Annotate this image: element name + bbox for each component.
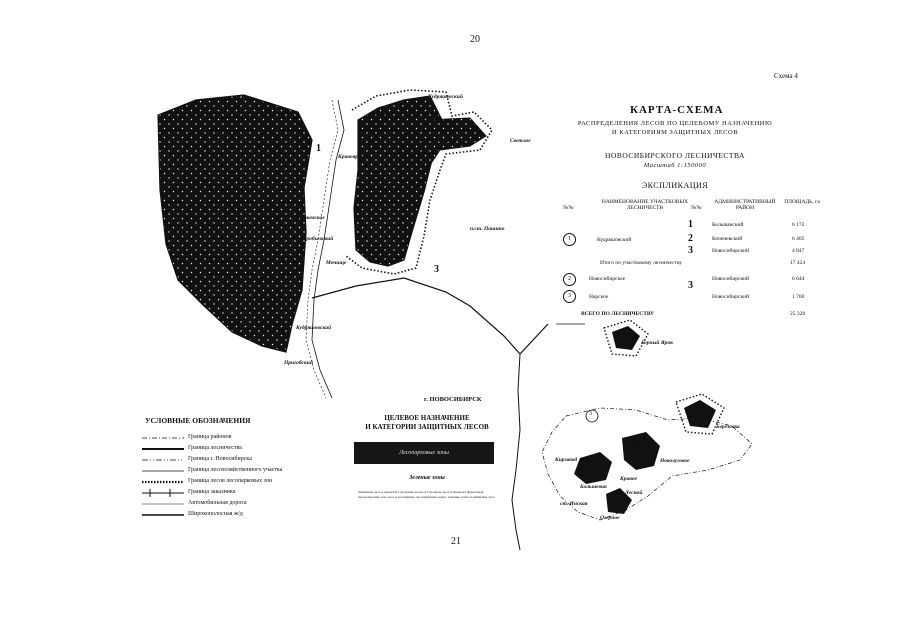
- legend-title: УСЛОВНЫЕ ОБОЗНАЧЕНИЯ: [145, 416, 251, 425]
- total-area: 25 328: [790, 311, 806, 317]
- place-ovsyanka: Озерное: [600, 515, 620, 521]
- place-kirzavod: Кирзавод: [555, 457, 578, 463]
- place-bolshevik: Большевик: [580, 484, 607, 490]
- forest-patch-3: [684, 400, 716, 428]
- col-header-name: НАИМЕНОВАНИЕ УЧАСТКОВЫХ ЛЕСНИЧЕСТВ: [601, 199, 689, 211]
- place-gorny: Горный Ярок: [641, 340, 673, 346]
- place-krivoe: Кривоe: [620, 476, 638, 482]
- place-mochishche: Мочище: [326, 260, 347, 266]
- forest-patch-1: [574, 452, 612, 484]
- road-main: [312, 278, 548, 354]
- purpose-green-label: Зеленые зоны: [409, 475, 445, 481]
- col-header-area: ПЛОЩАДЬ, га: [784, 199, 820, 205]
- place-kubovaya: Кубовая: [370, 112, 390, 118]
- map-subtitle-1: РАСПРЕДЕЛЕНИЯ ЛЕСОВ ПО ЦЕЛЕВОМУ НАЗНАЧЕНИЮ: [577, 120, 773, 127]
- legend-item-5: Граница лесов лесопарковых зон: [188, 478, 273, 484]
- row2-area: 6 405: [792, 236, 805, 242]
- region-number-1: 1: [316, 143, 321, 154]
- legend-item-4: Граница лесохозяйственного участка: [188, 467, 283, 473]
- col-header-no: №№: [563, 205, 574, 211]
- place-berezovka: Березовка: [716, 424, 740, 430]
- place-lesnoy: Лесной: [625, 490, 643, 496]
- row2-district: Коченевский: [712, 236, 743, 242]
- scale-label: Масштаб 1:150000: [643, 162, 707, 169]
- place-kudryashovsky: Кудряшовский: [296, 325, 332, 331]
- place-pashino: п.ст. Пашино: [470, 226, 505, 232]
- purpose-note: Защитные леса в пределах городских лесов, в том числе леса в пределах форестных экологических зон, леса в лесопарках, лесопарковых зонах, зеленые зонах и защитные леса: [358, 490, 495, 499]
- row1-district: Колыванский: [712, 222, 744, 228]
- row3-district: Новосибирский: [712, 248, 750, 254]
- row2-subno: 2: [688, 233, 693, 244]
- row5-number-circle: 2: [563, 273, 576, 286]
- forest-patch-2: [622, 432, 660, 470]
- row5-area: 6 644: [792, 276, 805, 282]
- place-katkovo: Катковское: [296, 215, 325, 221]
- place-probuzhenie: Пригобский: [284, 360, 313, 366]
- col-header-district: АДМИНИСТРАТИВНЫЙ РАЙОН: [714, 199, 776, 211]
- row6-number-circle: 3: [563, 290, 576, 303]
- purpose-title-2: И КАТЕГОРИИ ЗАЩИТНЫХ ЛЕСОВ: [365, 423, 489, 431]
- purpose-title-1: ЦЕЛЕВОЕ НАЗНАЧЕНИЕ: [384, 414, 470, 422]
- place-st-inskaya: ст. Инская: [560, 501, 588, 507]
- region-number-3: 3: [434, 264, 439, 275]
- row1-area: 6 172: [792, 222, 805, 228]
- top-page-number: 20: [470, 34, 480, 45]
- legend-symbols: [140, 432, 190, 532]
- place-vorobiev: Воробьевский: [300, 236, 334, 242]
- place-kudryashi: Кудряшевский: [428, 94, 463, 100]
- place-novosibirsk: г. НОВОСИБИРСК: [424, 396, 482, 403]
- place-krivodanovka: Кривояровка: [338, 154, 369, 160]
- map-title: КАРТА-СХЕМА: [630, 104, 724, 116]
- row6-area: 1 760: [792, 294, 805, 300]
- purpose-box-lesopark: Лесопарковые зоны: [354, 442, 494, 464]
- total-label: ВСЕГО ПО ЛЕСНИЧЕСТВУ: [581, 311, 655, 317]
- explication-title: ЭКСПЛИКАЦИЯ: [641, 181, 709, 190]
- map-subtitle-2: И КАТЕГОРИЯМ ЗАЩИТНЫХ ЛЕСОВ: [611, 129, 739, 136]
- subtotal-area: 17 424: [790, 260, 806, 266]
- row5-subno: 3: [688, 280, 693, 291]
- forestry-name: НОВОСИБИРСКОГО ЛЕСНИЧЕСТВА: [605, 151, 745, 160]
- bottom-page-number: 21: [451, 536, 461, 547]
- row2-name: Кудряшовский: [597, 237, 632, 243]
- row3-subno: 3: [688, 245, 693, 256]
- legend-item-6: Граница заказника: [188, 489, 236, 495]
- place-novolugovoe: Новолуговое: [660, 458, 690, 464]
- place-sosnovka: Сосновка: [430, 138, 453, 144]
- legend-item-7: Автомобильная дорога: [188, 500, 247, 506]
- row5-name: Новосибирское: [589, 276, 626, 282]
- row6-district: Новосибирский: [712, 294, 750, 300]
- forest-patch-5: [612, 326, 640, 350]
- place-svetloe: Светлое: [510, 138, 531, 144]
- legend-item-3: Граница г. Новосибирска: [188, 456, 252, 462]
- row2-number-circle: 1: [563, 233, 576, 246]
- legend-item-1: Граница районов: [188, 434, 232, 440]
- col-header-subno: №№: [691, 205, 702, 211]
- legend-item-2: Граница лесничества: [188, 445, 242, 451]
- legend-item-8: Широкополосная ж/д: [188, 511, 243, 517]
- region-number-3-lower: 3: [589, 411, 592, 417]
- row3-area: 4 847: [792, 248, 805, 254]
- subtotal-label: Итого по участковому лесничеству: [600, 260, 683, 266]
- row6-name: Нарское: [589, 294, 609, 300]
- place-ozerki: Озерки: [627, 440, 645, 446]
- row5-district: Новосибирский: [712, 276, 750, 282]
- row1-subno: 1: [688, 219, 693, 230]
- scheme-label: Схема 4: [774, 72, 798, 80]
- forest-block-left: [158, 95, 312, 352]
